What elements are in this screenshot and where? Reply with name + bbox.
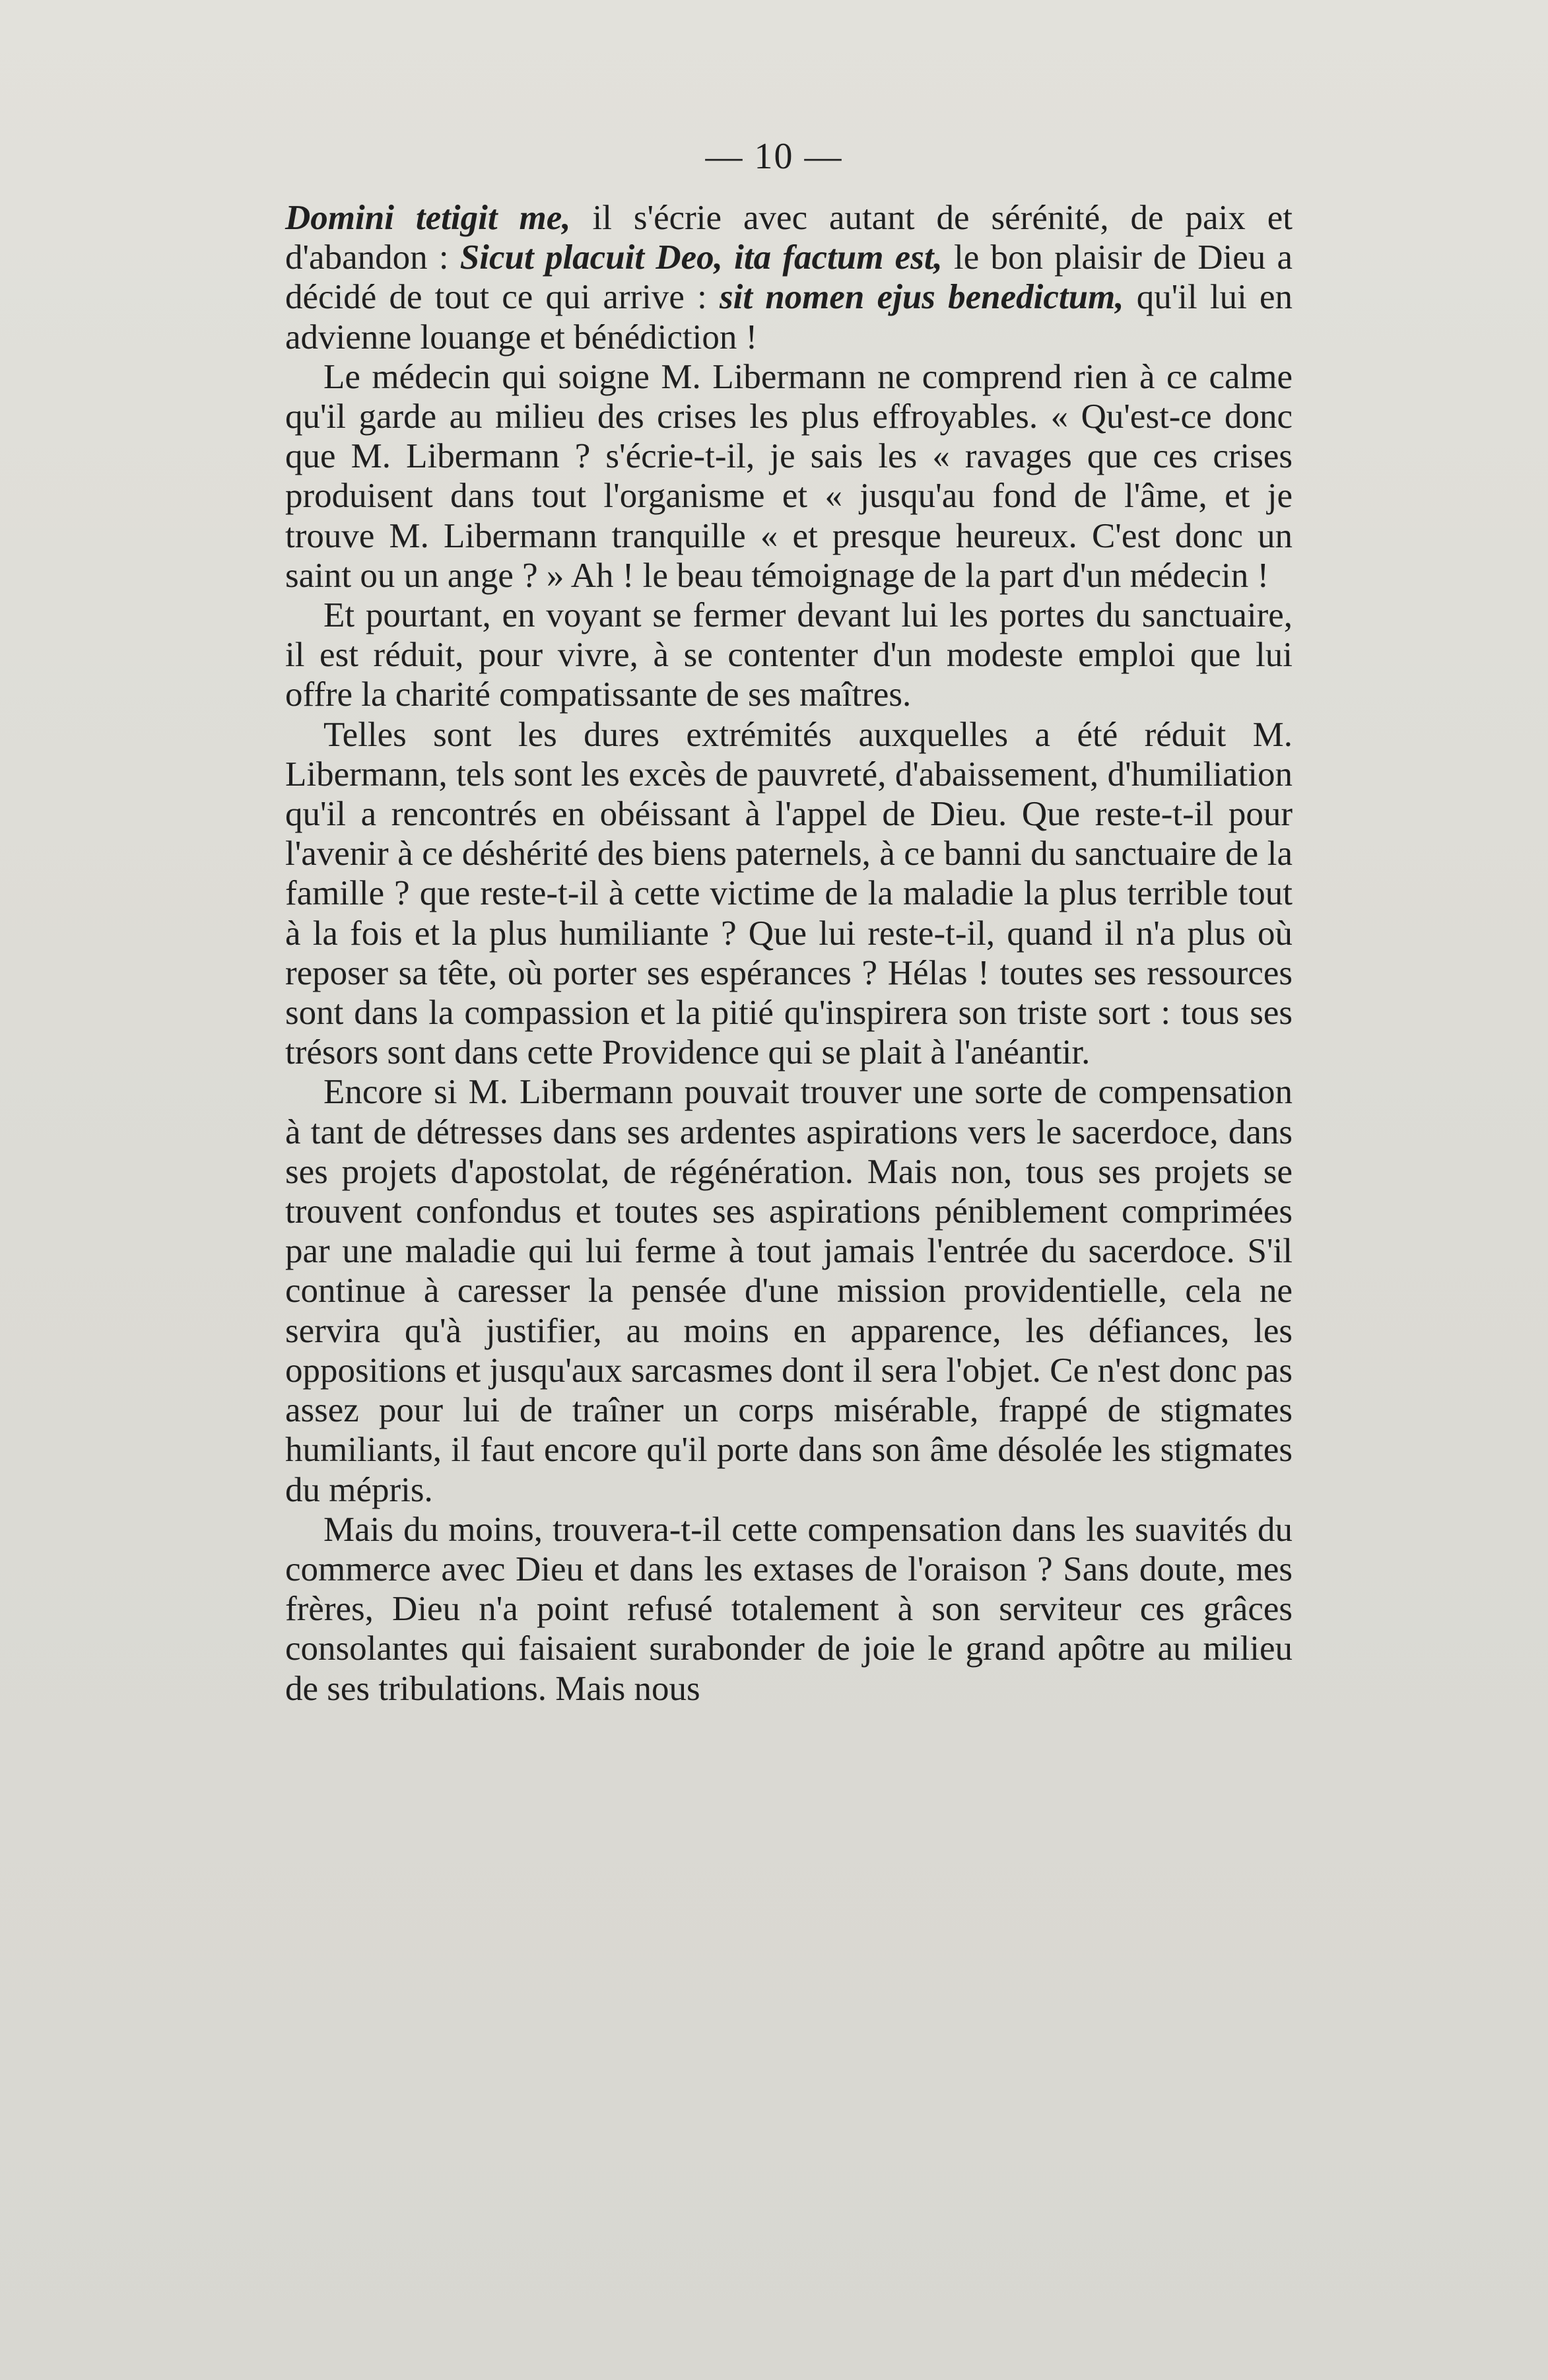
latin-quote: Domini tetigit me, (285, 199, 571, 237)
body-text (285, 198, 1293, 1709)
paragraph-6 (285, 1510, 1293, 1709)
text-run: qu'il lui en advienne louange et bénédiction ! (285, 278, 1293, 357)
paragraph-3 (285, 595, 1293, 715)
text-run: Mais du moins, trouvera-t-il cette compensation dans les suavités du commerce avec Dieu et dans les extases de l'oraison ? Sans doute, mes frères, Dieu n'a point refusé totalement à son serviteur ces grâces consolantes qui faisaient surabonder de joie le grand apôtre au milieu de ses tribulations. Mais nous (285, 1510, 1293, 1708)
text-run: Encore si M. Libermann pouvait trouver une sorte de compensation à tant de détresses dans ses ardentes aspirations vers le sacerdoce, dans ses projets d'apostolat, de régénération. Mais non, tous ses projets se trouvent confondus et toutes ses aspirations péniblement comprimées par une maladie qui lui ferme à tout jamais l'entrée du sacerdoce. S'il continue à caresser la pensée d'une mission providentielle, cela ne servira qu'à justifier, au moins en apparence, les défiances, les oppositions et jusqu'aux sarcasmes dont il sera l'objet. Ce n'est donc pas assez pour lui de traîner un corps misérable, frappé de stigmates humiliants, il faut encore qu'il porte dans son âme désolée les stigmates du mépris. (285, 1073, 1293, 1509)
latin-quote: sit nomen ejus benedictum, (719, 278, 1124, 317)
text-run: Le médecin qui soigne M. Libermann ne comprend rien à ce calme qu'il garde au milieu des crises les plus effroyables. « Qu'est-ce donc que M. Libermann ? s'écrie-t-il, je sais les « ravages que ces crises produisent dans tout l'organisme et « jusqu'au fond de l'âme, et je trouve M. Libermann tranquille « et presque heureux. C'est donc un saint ou un ange ? » Ah ! le beau témoignage de la part d'un médecin ! (285, 357, 1293, 595)
text-run: il s'écrie avec autant de sérénité, de paix et d'abandon : (285, 199, 1293, 277)
paragraph-4 (285, 715, 1293, 1073)
latin-quote: Sicut placuit Deo, ita factum est, (459, 238, 943, 277)
text-run: Et pourtant, en voyant se fermer devant lui les portes du sanctuaire, il est réduit, pour vivre, à se contenter d'un modeste emploi que lui offre la charité compatissante de ses maîtres. (285, 596, 1293, 714)
page-number: — 10 — (705, 136, 843, 177)
text-run: le bon plaisir de Dieu a décidé de tout ce qui arrive : (285, 238, 1293, 317)
paragraph-2 (285, 357, 1293, 595)
paragraph-5 (285, 1072, 1293, 1509)
paragraph-1 (285, 198, 1293, 357)
text-run: Telles sont les dures extrémités auxquelles a été réduit M. Libermann, tels sont les excès de pauvreté, d'abaissement, d'humiliation qu'il a rencontrés en obéissant à l'appel de Dieu. Que reste-t-il pour l'avenir à ce déshérité des biens paternels, à ce banni du sanctuaire de la famille ? que reste-t-il à cette victime de la maladie la plus terrible tout à la fois et la plus humiliante ? Que lui reste-t-il, quand il n'a plus où reposer sa tête, où porter ses espérances ? Hélas ! toutes ses ressources sont dans la compassion et la pitié qu'inspirera son triste sort : tous ses trésors sont dans cette Providence qui se plait à l'anéantir. (285, 715, 1293, 1072)
